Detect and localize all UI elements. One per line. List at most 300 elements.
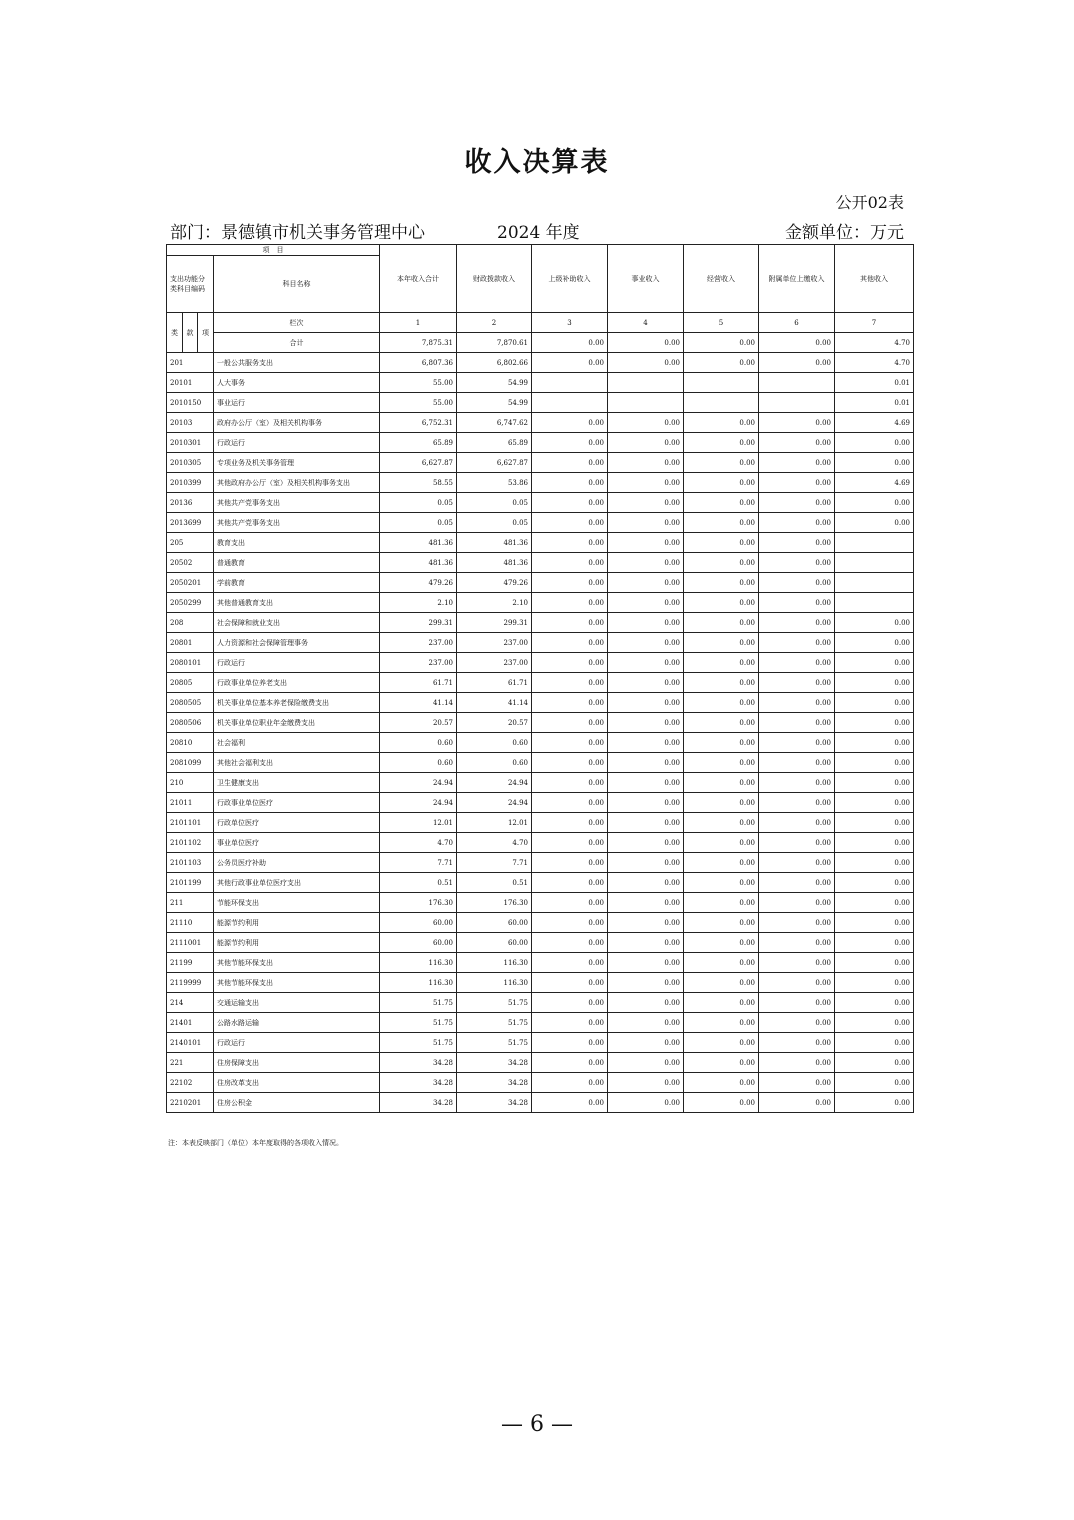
amount-cell: 4.70 xyxy=(457,833,532,853)
amount-cell: 0.00 xyxy=(759,613,835,633)
subject-name: 其他共产党事务支出 xyxy=(214,513,380,533)
subject-name: 节能环保支出 xyxy=(214,893,380,913)
amount-cell: 0.00 xyxy=(835,1093,914,1113)
amount-cell: 0.00 xyxy=(608,473,684,493)
amount-cell: 0.00 xyxy=(608,713,684,733)
amount-cell: 0.00 xyxy=(532,693,608,713)
subject-code: 20136 xyxy=(167,493,214,513)
amount-cell: 0.51 xyxy=(457,873,532,893)
subject-name: 其他社会福利支出 xyxy=(214,753,380,773)
amount-cell: 6,627.87 xyxy=(457,453,532,473)
amount-cell: 116.30 xyxy=(380,953,457,973)
subject-code: 21011 xyxy=(167,793,214,813)
amount-cell: 6,807.36 xyxy=(380,353,457,373)
amount-cell xyxy=(532,393,608,413)
amount-cell: 51.75 xyxy=(457,1013,532,1033)
subject-name: 行政事业单位医疗 xyxy=(214,793,380,813)
amount-cell: 0.00 xyxy=(608,673,684,693)
amount-cell: 0.00 xyxy=(532,673,608,693)
subject-name: 政府办公厅（室）及相关机构事务 xyxy=(214,413,380,433)
amount-cell: 7.71 xyxy=(380,853,457,873)
subject-code: 20801 xyxy=(167,633,214,653)
amount-cell: 0.00 xyxy=(608,953,684,973)
amount-cell: 0.00 xyxy=(684,733,759,753)
amount-cell: 0.00 xyxy=(532,913,608,933)
total-value: 4.70 xyxy=(835,333,914,353)
amount-cell: 0.00 xyxy=(759,933,835,953)
subject-code: 201 xyxy=(167,353,214,373)
amount-cell: 0.00 xyxy=(684,913,759,933)
subject-name: 公路水路运输 xyxy=(214,1013,380,1033)
amount-cell: 51.75 xyxy=(380,993,457,1013)
table-row xyxy=(167,873,914,893)
subject-name: 人大事务 xyxy=(214,373,380,393)
table-row xyxy=(167,613,914,633)
subject-code: 2101102 xyxy=(167,833,214,853)
amount-cell: 0.00 xyxy=(684,853,759,873)
amount-cell: 0.00 xyxy=(684,1053,759,1073)
amount-cell: 0.60 xyxy=(457,753,532,773)
amount-cell: 0.05 xyxy=(457,513,532,533)
amount-cell: 0.00 xyxy=(759,353,835,373)
amount-cell: 0.00 xyxy=(684,493,759,513)
amount-cell: 0.00 xyxy=(532,773,608,793)
table-row xyxy=(167,593,914,613)
subject-name: 住房公积金 xyxy=(214,1093,380,1113)
amount-cell xyxy=(759,373,835,393)
amount-cell: 0.00 xyxy=(532,653,608,673)
amount-cell: 0.00 xyxy=(532,833,608,853)
table-row xyxy=(167,453,914,473)
subject-name: 行政运行 xyxy=(214,1033,380,1053)
amount-cell: 0.00 xyxy=(684,993,759,1013)
amount-cell: 0.00 xyxy=(835,493,914,513)
amount-cell: 0.00 xyxy=(608,893,684,913)
subject-code: 205 xyxy=(167,533,214,553)
amount-cell: 0.00 xyxy=(759,953,835,973)
amount-cell: 0.00 xyxy=(532,593,608,613)
amount-cell: 41.14 xyxy=(380,693,457,713)
amount-cell: 0.00 xyxy=(532,853,608,873)
amount-cell: 0.00 xyxy=(759,653,835,673)
column-header: 事业收入 xyxy=(608,245,684,313)
amount-cell: 0.00 xyxy=(759,1093,835,1113)
subject-name: 行政事业单位养老支出 xyxy=(214,673,380,693)
amount-cell: 0.00 xyxy=(835,1033,914,1053)
subject-name: 其他普通教育支出 xyxy=(214,593,380,613)
subject-code: 2101199 xyxy=(167,873,214,893)
amount-cell: 0.00 xyxy=(532,573,608,593)
amount-cell: 0.00 xyxy=(608,493,684,513)
subject-code: 2081099 xyxy=(167,753,214,773)
amount-cell: 20.57 xyxy=(457,713,532,733)
subject-code: 2210201 xyxy=(167,1093,214,1113)
amount-cell: 34.28 xyxy=(380,1093,457,1113)
amount-cell: 54.99 xyxy=(457,393,532,413)
amount-cell: 0.00 xyxy=(835,833,914,853)
amount-cell: 0.00 xyxy=(532,873,608,893)
amount-cell: 237.00 xyxy=(457,633,532,653)
amount-cell: 116.30 xyxy=(457,953,532,973)
amount-cell: 116.30 xyxy=(380,973,457,993)
subject-code: 211 xyxy=(167,893,214,913)
subject-code: 21110 xyxy=(167,913,214,933)
subject-name: 其他政府办公厅（室）及相关机构事务支出 xyxy=(214,473,380,493)
amount-cell: 0.00 xyxy=(759,433,835,453)
amount-cell xyxy=(532,373,608,393)
amount-cell: 6,747.62 xyxy=(457,413,532,433)
amount-cell: 0.00 xyxy=(759,773,835,793)
amount-cell: 0.00 xyxy=(608,353,684,373)
amount-cell: 0.51 xyxy=(380,873,457,893)
column-header: 附属单位上缴收入 xyxy=(759,245,835,313)
amount-cell: 299.31 xyxy=(457,613,532,633)
amount-cell: 481.36 xyxy=(457,553,532,573)
amount-cell: 479.26 xyxy=(457,573,532,593)
table-row xyxy=(167,393,914,413)
amount-cell: 4.69 xyxy=(835,413,914,433)
amount-cell: 479.26 xyxy=(380,573,457,593)
amount-cell: 0.00 xyxy=(835,753,914,773)
column-number: 1 xyxy=(380,313,457,333)
table-row xyxy=(167,953,914,973)
amount-cell: 0.00 xyxy=(608,653,684,673)
subject-code: 21401 xyxy=(167,1013,214,1033)
amount-cell: 0.60 xyxy=(380,753,457,773)
amount-cell: 0.00 xyxy=(759,913,835,933)
subject-name: 教育支出 xyxy=(214,533,380,553)
amount-cell: 0.00 xyxy=(684,653,759,673)
amount-cell: 0.00 xyxy=(835,913,914,933)
amount-cell: 0.00 xyxy=(532,613,608,633)
subject-code: 2140101 xyxy=(167,1033,214,1053)
amount-cell: 0.00 xyxy=(835,673,914,693)
amount-cell: 65.89 xyxy=(457,433,532,453)
amount-cell: 0.00 xyxy=(759,833,835,853)
column-number: 3 xyxy=(532,313,608,333)
amount-cell: 0.00 xyxy=(608,613,684,633)
amount-cell: 0.00 xyxy=(835,873,914,893)
amount-cell: 0.00 xyxy=(608,853,684,873)
table-row xyxy=(167,753,914,773)
amount-cell: 6,627.87 xyxy=(380,453,457,473)
amount-cell: 24.94 xyxy=(457,773,532,793)
table-row xyxy=(167,533,914,553)
amount-cell: 0.00 xyxy=(835,1053,914,1073)
amount-cell: 0.00 xyxy=(835,953,914,973)
column-header: 财政拨款收入 xyxy=(457,245,532,313)
amount-cell: 0.00 xyxy=(835,453,914,473)
subject-code: 2050201 xyxy=(167,573,214,593)
table-row xyxy=(167,413,914,433)
table-row xyxy=(167,693,914,713)
subject-name: 行政单位医疗 xyxy=(214,813,380,833)
amount-cell: 0.00 xyxy=(835,1073,914,1093)
amount-cell: 0.00 xyxy=(684,473,759,493)
amount-cell: 0.00 xyxy=(835,853,914,873)
amount-cell: 0.00 xyxy=(835,773,914,793)
total-value: 0.00 xyxy=(684,333,759,353)
amount-cell: 0.00 xyxy=(684,713,759,733)
table-row xyxy=(167,493,914,513)
amount-cell: 60.00 xyxy=(380,913,457,933)
amount-cell: 0.00 xyxy=(759,973,835,993)
amount-cell: 0.00 xyxy=(759,993,835,1013)
subject-code: 2013699 xyxy=(167,513,214,533)
amount-cell: 0.00 xyxy=(608,973,684,993)
department-label: 部门：景德镇市机关事务管理中心 xyxy=(170,223,425,243)
amount-cell: 0.00 xyxy=(684,773,759,793)
amount-cell: 0.00 xyxy=(608,1073,684,1093)
amount-cell: 0.00 xyxy=(608,873,684,893)
amount-cell: 0.00 xyxy=(532,633,608,653)
amount-cell: 0.00 xyxy=(608,813,684,833)
amount-cell: 0.00 xyxy=(608,593,684,613)
amount-cell: 0.00 xyxy=(684,873,759,893)
amount-cell: 0.00 xyxy=(759,493,835,513)
subject-name: 卫生健康支出 xyxy=(214,773,380,793)
amount-cell: 0.00 xyxy=(835,893,914,913)
amount-cell: 0.00 xyxy=(608,1053,684,1073)
amount-cell: 0.00 xyxy=(759,533,835,553)
amount-cell: 0.60 xyxy=(457,733,532,753)
amount-cell: 0.00 xyxy=(532,1033,608,1053)
amount-cell: 51.75 xyxy=(380,1013,457,1033)
amount-cell: 55.00 xyxy=(380,393,457,413)
amount-cell: 0.00 xyxy=(608,573,684,593)
table-row xyxy=(167,913,914,933)
lanci-label: 栏次 xyxy=(214,313,380,333)
amount-cell: 0.00 xyxy=(684,973,759,993)
amount-cell: 0.00 xyxy=(532,953,608,973)
amount-cell: 0.00 xyxy=(835,1013,914,1033)
amount-cell: 0.00 xyxy=(684,353,759,373)
amount-cell: 0.00 xyxy=(608,793,684,813)
subject-code: 208 xyxy=(167,613,214,633)
amount-cell: 0.00 xyxy=(532,993,608,1013)
subject-name: 一般公共服务支出 xyxy=(214,353,380,373)
amount-cell: 4.69 xyxy=(835,473,914,493)
amount-cell: 0.00 xyxy=(759,1033,835,1053)
amount-cell: 0.00 xyxy=(684,433,759,453)
subject-code: 20502 xyxy=(167,553,214,573)
table-row xyxy=(167,633,914,653)
amount-cell: 34.28 xyxy=(457,1073,532,1093)
amount-cell: 0.00 xyxy=(835,613,914,633)
code-header: 支出功能分类科目编码 xyxy=(167,256,214,313)
amount-cell: 0.00 xyxy=(608,453,684,473)
subject-code: 221 xyxy=(167,1053,214,1073)
amount-cell: 0.00 xyxy=(608,1013,684,1033)
table-row xyxy=(167,373,914,393)
amount-cell: 60.00 xyxy=(457,933,532,953)
amount-cell: 0.00 xyxy=(684,553,759,573)
amount-cell: 0.00 xyxy=(835,693,914,713)
amount-cell: 0.00 xyxy=(759,1053,835,1073)
table-row xyxy=(167,573,914,593)
amount-cell: 0.00 xyxy=(759,793,835,813)
amount-cell: 0.00 xyxy=(532,433,608,453)
amount-cell: 24.94 xyxy=(380,773,457,793)
amount-cell: 2.10 xyxy=(457,593,532,613)
amount-cell: 0.00 xyxy=(684,1033,759,1053)
amount-cell: 12.01 xyxy=(380,813,457,833)
amount-cell: 0.00 xyxy=(532,753,608,773)
amount-cell: 0.00 xyxy=(684,1073,759,1093)
amount-cell: 0.00 xyxy=(759,553,835,573)
amount-cell: 0.00 xyxy=(608,553,684,573)
amount-cell: 0.00 xyxy=(608,753,684,773)
kuan-header: 款 xyxy=(183,313,198,353)
amount-cell: 0.00 xyxy=(684,513,759,533)
subject-name: 人力资源和社会保障管理事务 xyxy=(214,633,380,653)
amount-cell: 6,752.31 xyxy=(380,413,457,433)
total-value: 0.00 xyxy=(532,333,608,353)
subject-code: 2101103 xyxy=(167,853,214,873)
amount-cell: 61.71 xyxy=(380,673,457,693)
amount-cell: 0.00 xyxy=(684,613,759,633)
table-row xyxy=(167,793,914,813)
amount-cell: 0.00 xyxy=(532,533,608,553)
table-row xyxy=(167,933,914,953)
subject-name: 事业运行 xyxy=(214,393,380,413)
amount-cell: 0.00 xyxy=(759,453,835,473)
amount-cell: 0.00 xyxy=(684,593,759,613)
table-row xyxy=(167,773,914,793)
amount-cell: 58.55 xyxy=(380,473,457,493)
amount-cell: 0.00 xyxy=(532,933,608,953)
amount-cell: 34.28 xyxy=(457,1053,532,1073)
amount-cell: 60.00 xyxy=(380,933,457,953)
table-row xyxy=(167,733,914,753)
subject-code: 2080506 xyxy=(167,713,214,733)
amount-cell: 0.00 xyxy=(759,633,835,653)
subject-name: 住房改革支出 xyxy=(214,1073,380,1093)
amount-cell: 0.01 xyxy=(835,393,914,413)
amount-cell: 0.00 xyxy=(684,413,759,433)
amount-cell: 0.00 xyxy=(835,733,914,753)
subject-code: 2080505 xyxy=(167,693,214,713)
amount-cell: 176.30 xyxy=(380,893,457,913)
amount-cell: 0.00 xyxy=(835,973,914,993)
amount-cell: 0.00 xyxy=(532,473,608,493)
subject-code: 210 xyxy=(167,773,214,793)
amount-cell: 0.00 xyxy=(532,1093,608,1113)
amount-cell: 481.36 xyxy=(380,553,457,573)
subject-name: 能源节约利用 xyxy=(214,913,380,933)
subject-name: 机关事业单位职业年金缴费支出 xyxy=(214,713,380,733)
subject-name: 其他节能环保支出 xyxy=(214,953,380,973)
amount-cell: 0.00 xyxy=(759,413,835,433)
amount-cell: 299.31 xyxy=(380,613,457,633)
amount-cell: 0.00 xyxy=(684,893,759,913)
amount-cell xyxy=(835,553,914,573)
subject-code: 20103 xyxy=(167,413,214,433)
amount-cell: 65.89 xyxy=(380,433,457,453)
amount-cell: 0.00 xyxy=(684,793,759,813)
page-number: — 6 — xyxy=(501,1412,573,1437)
amount-cell: 481.36 xyxy=(457,533,532,553)
amount-cell: 0.00 xyxy=(532,553,608,573)
amount-cell: 0.00 xyxy=(835,793,914,813)
table-row xyxy=(167,993,914,1013)
amount-cell: 0.00 xyxy=(684,813,759,833)
amount-cell: 237.00 xyxy=(380,653,457,673)
table-row xyxy=(167,833,914,853)
amount-cell: 0.05 xyxy=(380,513,457,533)
amount-cell: 54.99 xyxy=(457,373,532,393)
table-row xyxy=(167,673,914,693)
subject-name: 行政运行 xyxy=(214,433,380,453)
amount-cell: 0.00 xyxy=(835,993,914,1013)
subject-name: 能源节约利用 xyxy=(214,933,380,953)
amount-cell: 0.00 xyxy=(608,513,684,533)
amount-cell: 0.00 xyxy=(684,633,759,653)
footnote: 注：本表反映部门（单位）本年度取得的各项收入情况。 xyxy=(168,1139,343,1147)
table-row xyxy=(167,1093,914,1113)
column-header: 本年收入合计 xyxy=(380,245,457,313)
amount-cell: 481.36 xyxy=(380,533,457,553)
amount-cell: 34.28 xyxy=(457,1093,532,1113)
subject-code: 20810 xyxy=(167,733,214,753)
subject-code: 20805 xyxy=(167,673,214,693)
total-value: 7,870.61 xyxy=(457,333,532,353)
amount-cell: 60.00 xyxy=(457,913,532,933)
table-row xyxy=(167,973,914,993)
amount-cell: 53.86 xyxy=(457,473,532,493)
xiang-header: 项 xyxy=(198,313,214,353)
amount-cell: 0.00 xyxy=(684,533,759,553)
table-row xyxy=(167,853,914,873)
column-number: 2 xyxy=(457,313,532,333)
amount-cell: 0.00 xyxy=(759,853,835,873)
subject-code: 2010399 xyxy=(167,473,214,493)
amount-cell: 0.00 xyxy=(684,693,759,713)
subject-name: 其他行政事业单位医疗支出 xyxy=(214,873,380,893)
amount-cell: 41.14 xyxy=(457,693,532,713)
column-header: 其他收入 xyxy=(835,245,914,313)
unit-label: 金额单位：万元 xyxy=(785,223,904,243)
amount-cell: 0.00 xyxy=(532,1073,608,1093)
amount-cell: 24.94 xyxy=(457,793,532,813)
amount-cell: 0.00 xyxy=(532,813,608,833)
amount-cell: 0.00 xyxy=(608,1093,684,1113)
amount-cell: 0.00 xyxy=(532,453,608,473)
amount-cell: 6,802.66 xyxy=(457,353,532,373)
amount-cell xyxy=(835,573,914,593)
amount-cell: 0.00 xyxy=(532,353,608,373)
amount-cell: 0.00 xyxy=(532,793,608,813)
amount-cell: 116.30 xyxy=(457,973,532,993)
amount-cell xyxy=(759,393,835,413)
amount-cell xyxy=(835,533,914,553)
amount-cell: 0.00 xyxy=(759,673,835,693)
amount-cell xyxy=(835,593,914,613)
amount-cell: 0.00 xyxy=(759,873,835,893)
subject-name: 事业单位医疗 xyxy=(214,833,380,853)
lei-header: 类 xyxy=(167,313,183,353)
amount-cell: 0.00 xyxy=(608,413,684,433)
amount-cell: 4.70 xyxy=(835,353,914,373)
total-row xyxy=(167,333,914,353)
project-header: 项 目 xyxy=(167,245,380,256)
amount-cell: 0.00 xyxy=(759,593,835,613)
table-row xyxy=(167,813,914,833)
amount-cell: 0.00 xyxy=(684,833,759,853)
amount-cell: 0.00 xyxy=(532,493,608,513)
subject-code: 2050299 xyxy=(167,593,214,613)
amount-cell: 55.00 xyxy=(380,373,457,393)
